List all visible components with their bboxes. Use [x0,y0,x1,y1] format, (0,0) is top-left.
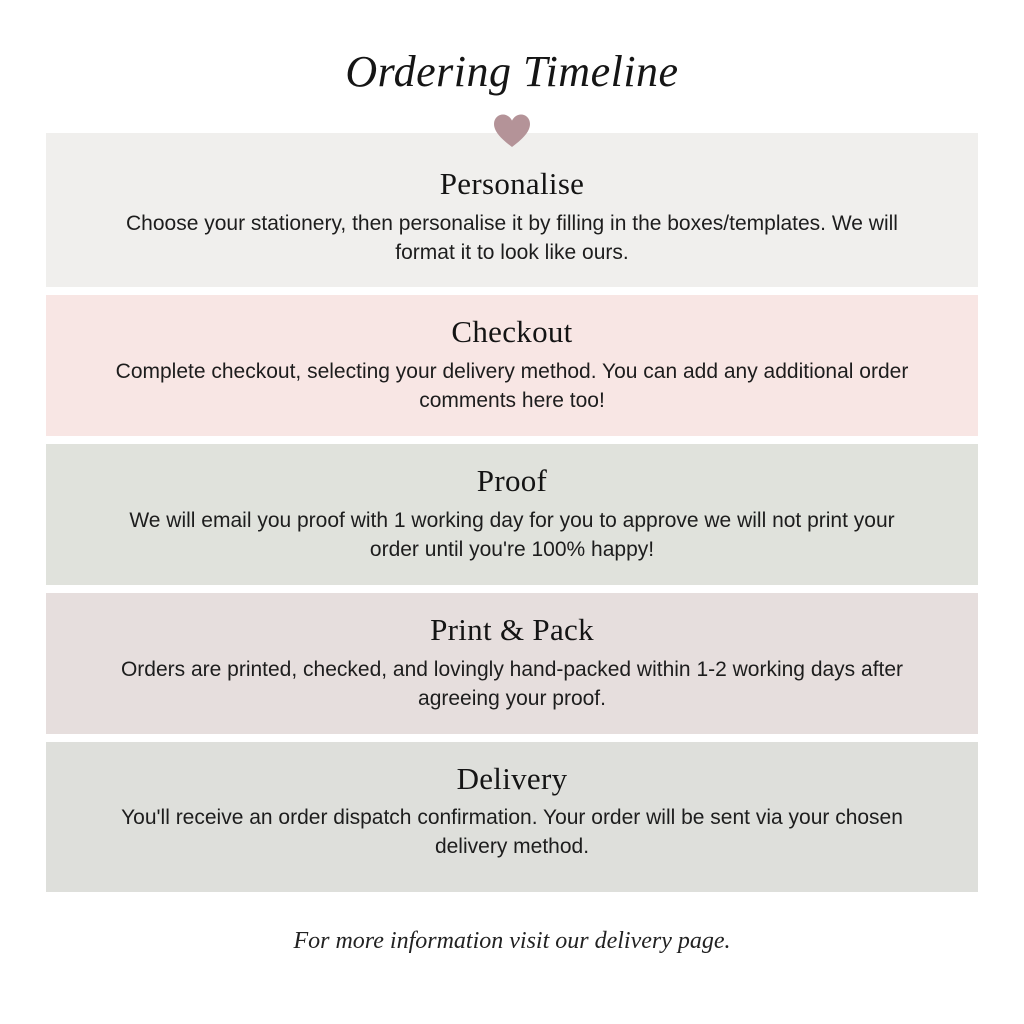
section-body: Choose your stationery, then personalise it by filling in the boxes/templates. We will format it to look like ours. [126,211,898,264]
section-body: Orders are printed, checked, and lovingly hand-packed within 1-2 working days after agreeing your proof. [120,657,904,710]
section-body: You'll receive an order dispatch confirmation. Your order will be sent via your chosen delivery method. [121,806,903,859]
timeline-section-personalise [46,133,978,288]
heart-icon [492,113,532,149]
timeline-section-delivery [46,742,978,893]
section-title: Personalise [439,165,585,201]
section-title: Checkout [451,314,573,350]
timeline-section-checkout [46,295,978,436]
section-title: Delivery [456,760,568,796]
timeline-sections [0,133,1024,892]
heart-decoration [0,113,1024,155]
timeline-section-print-and-pack [46,593,978,734]
page-title: Ordering Timeline [345,47,679,96]
section-body: Complete checkout, selecting your delivery method. You can add any additional order comments here too! [115,360,909,413]
section-title: Print & Pack [430,611,594,647]
footer-note: For more information visit our delivery page. [293,928,731,955]
section-title: Proof [476,463,548,499]
section-body: We will email you proof with 1 working day for you to approve we will not print your order until you're 100% happy! [129,508,895,561]
timeline-section-proof [46,444,978,585]
